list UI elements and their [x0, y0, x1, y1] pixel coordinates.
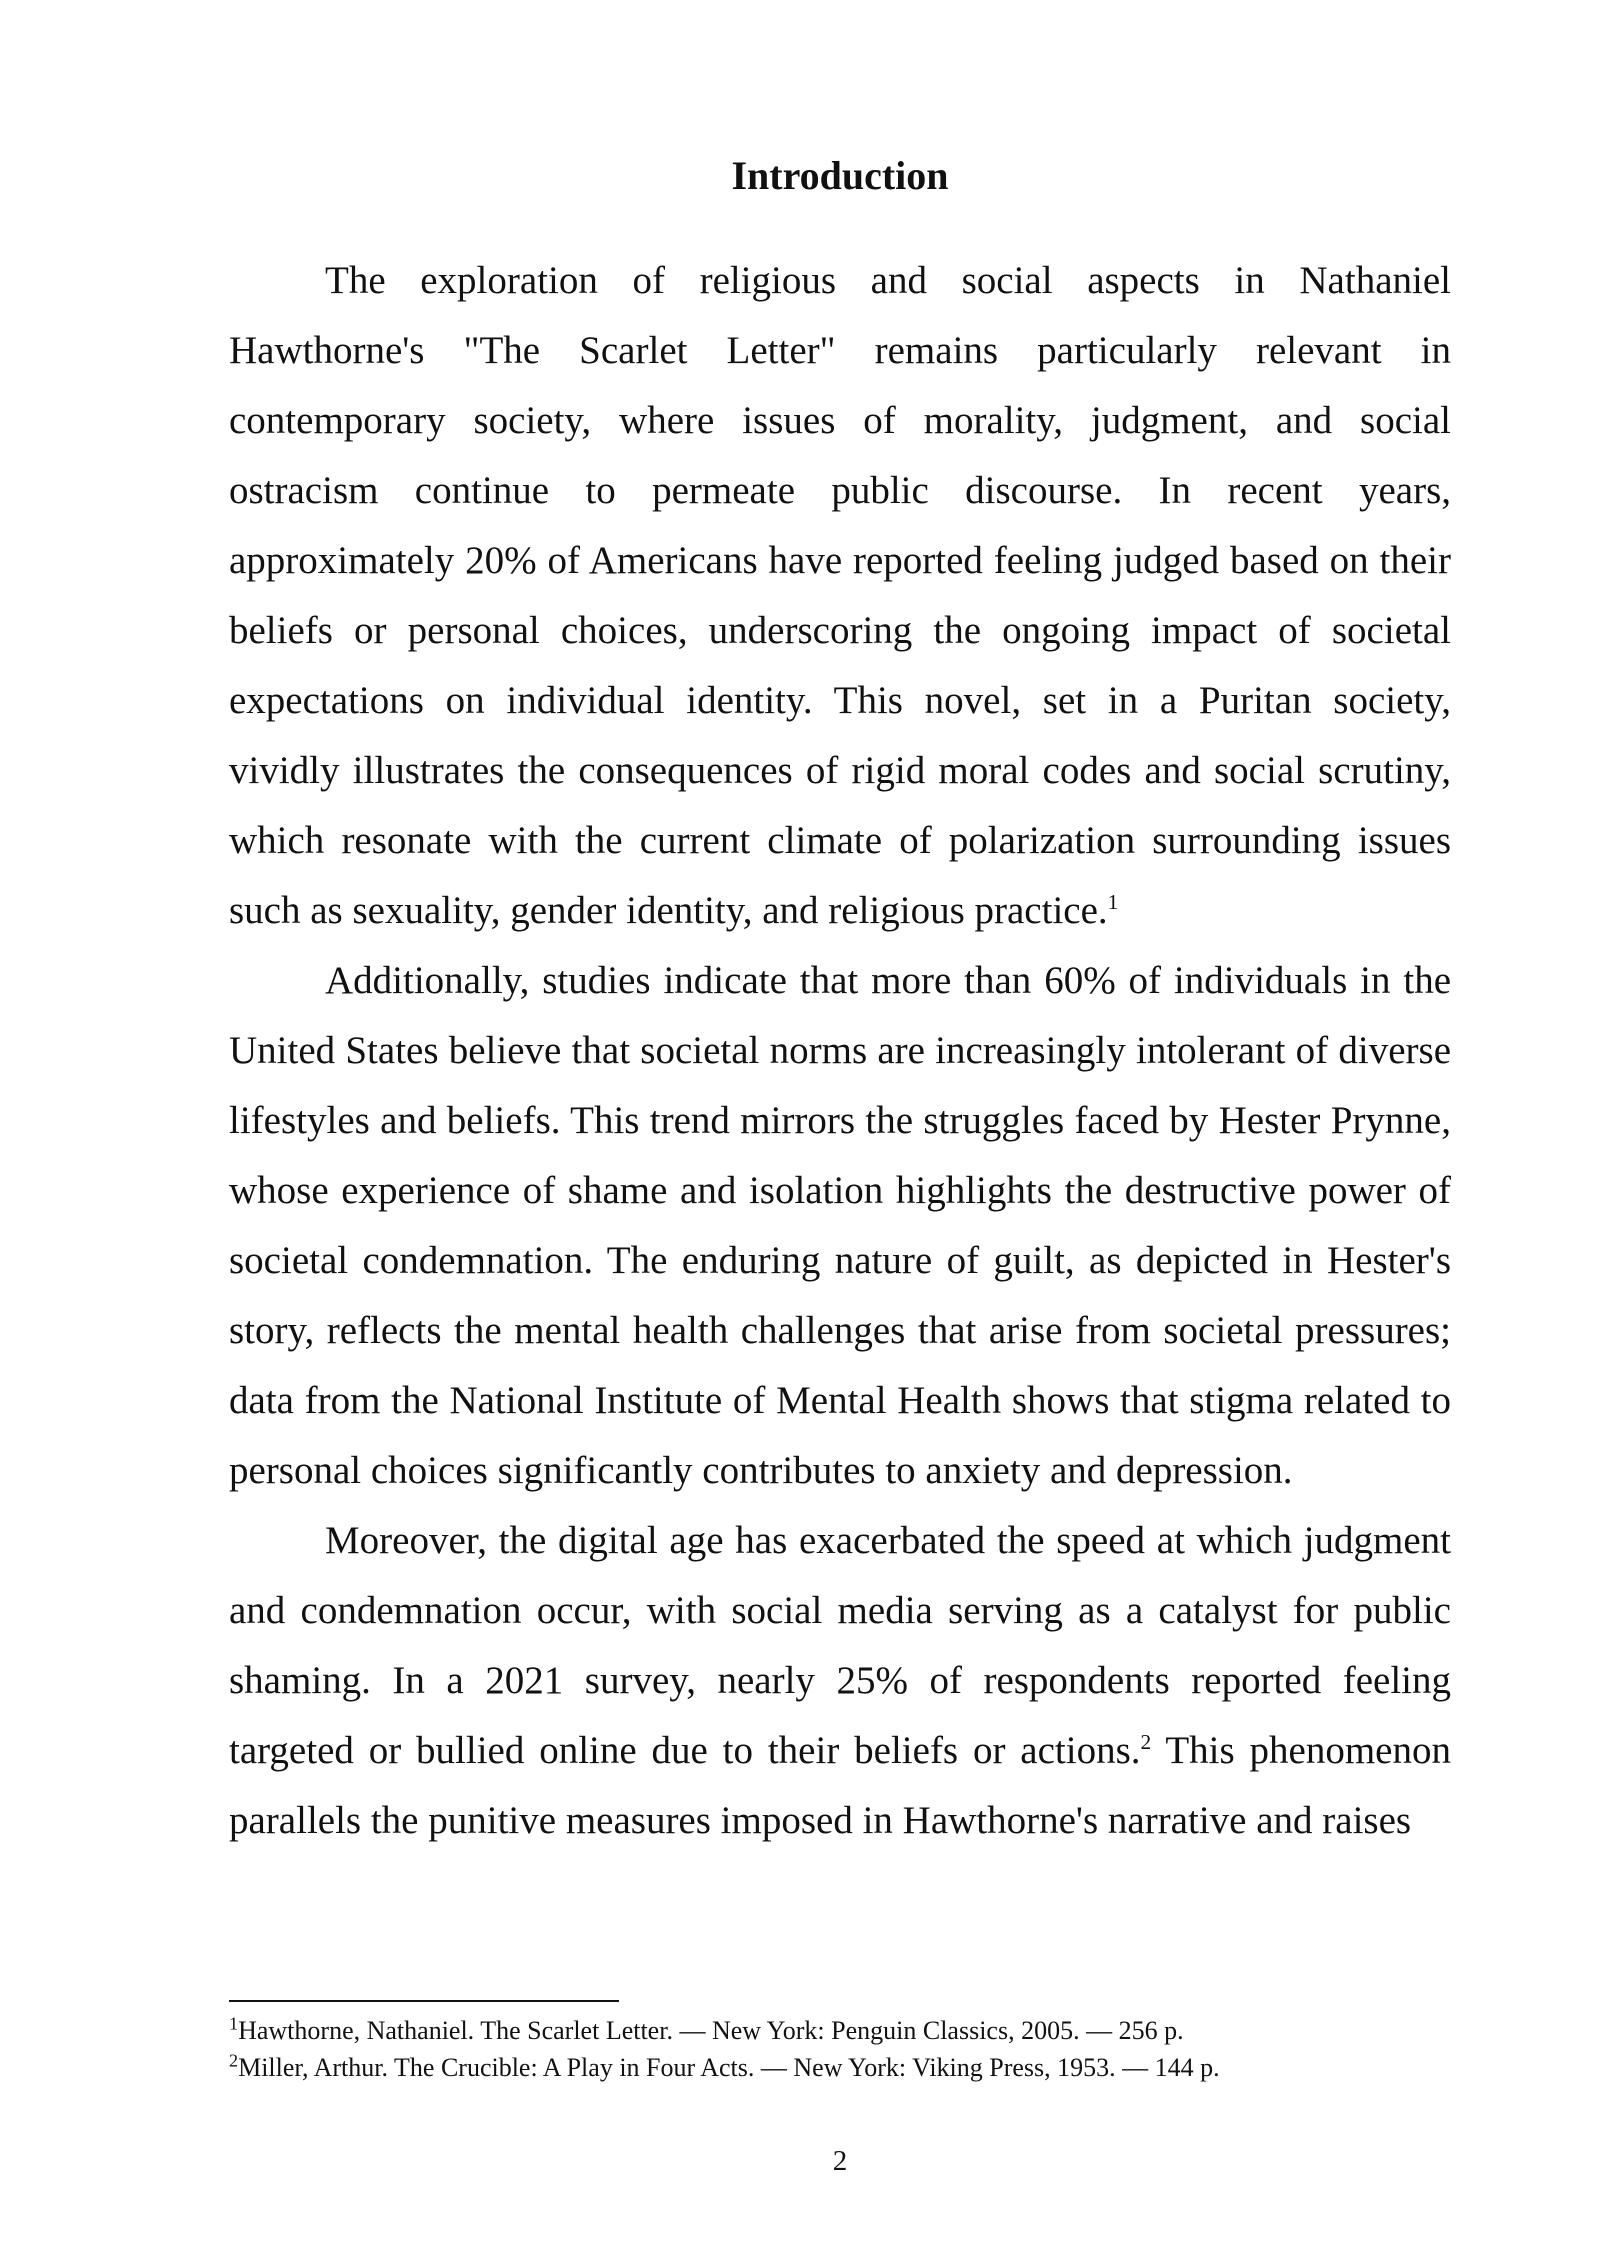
paragraph-2 [229, 946, 1451, 1506]
paragraph-3-text-after: This phenomenon parallels the punitive measures imposed in Hawthorne's narrative and raises [229, 1729, 1451, 1842]
paragraph-1 [229, 246, 1451, 946]
footnote-divider [229, 2000, 619, 2002]
page-heading: Introduction [731, 153, 949, 198]
paragraph-3-text-before: Moreover, the digital age has exacerbated the speed at which judgment and condemnation occur, with social media serving as a catalyst for public shaming. In a 2021 survey, nearly 25% of respondents reported feeling targeted or bullied online due to their beliefs or actions. [229, 1519, 1451, 1772]
paragraph-3 [229, 1506, 1451, 1856]
paragraph-2-text: Additionally, studies indicate that more than 60% of individuals in the United States believe that societal norms are increasingly intolerant of diverse lifestyles and beliefs. This trend mirrors the struggles faced by Hester Prynne, whose experience of shame and isolation highlights the destructive power of societal condemnation. The enduring nature of guilt, as depicted in Hester's story, reflects the mental health challenges that arise from societal pressures; data from the National Institute of Mental Health shows that stigma related to personal choices significantly contributes to anxiety and depression. [229, 959, 1451, 1492]
footnotes [229, 2012, 1451, 2086]
footnote-1 [229, 2012, 1451, 2049]
footnote-2 [229, 2049, 1451, 2086]
page-number: 2 [832, 2145, 848, 2177]
footnote-2-number: 2 [229, 2050, 239, 2071]
footnote-ref-1: 1 [1107, 890, 1119, 914]
body-text [229, 246, 1451, 1856]
footnote-ref-2: 2 [1140, 1730, 1152, 1754]
footnote-2-text: Miller, Arthur. The Crucible: A Play in Four Acts. — New York: Viking Press, 1953. — 144 p. [238, 2053, 1220, 2082]
footnote-1-text: Hawthorne, Nathaniel. The Scarlet Letter. — New York: Penguin Classics, 2005. — 256 p. [238, 2016, 1184, 2045]
footnote-1-number: 1 [229, 2013, 239, 2034]
paragraph-1-text: The exploration of religious and social aspects in Nathaniel Hawthorne's "The Scarlet Letter" remains particularly relevant in contemporary society, where issues of morality, judgment, and social ostracism continue to permeate public discourse. In recent years, approximately 20% of Americans have reported feeling judged based on their beliefs or personal choices, underscoring the ongoing impact of societal expectations on individual identity. This novel, set in a Puritan society, vividly illustrates the consequences of rigid moral codes and social scrutiny, which resonate with the current climate of polarization surrounding issues such as sexuality, gender identity, and religious practice. [229, 259, 1451, 932]
